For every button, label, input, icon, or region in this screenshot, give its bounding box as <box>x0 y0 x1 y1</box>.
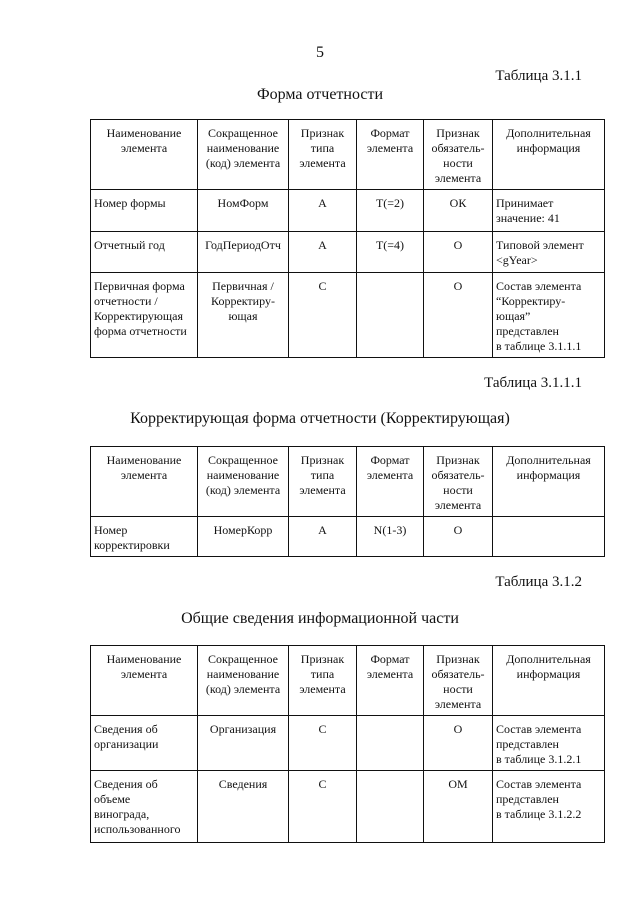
table-row <box>91 273 605 358</box>
header-cell: Дополнительная информация <box>493 447 605 517</box>
table-cell: ГодПериодОтч <box>198 232 289 273</box>
header-cell: Признак обязатель- ности элемента <box>424 120 493 190</box>
header-cell: Признак обязатель- ности элемента <box>424 646 493 716</box>
table-cell: А <box>289 190 357 232</box>
header-cell: Наименование элемента <box>91 447 198 517</box>
table-cell: Состав элемента представлен в таблице 3.1.2.1 <box>493 716 605 771</box>
table-cell <box>357 273 424 358</box>
table-3-1-2 <box>90 645 605 843</box>
table-header-row <box>91 646 605 716</box>
table-cell: Состав элемента представлен в таблице 3.1.2.2 <box>493 771 605 843</box>
header-cell: Наименование элемента <box>91 120 198 190</box>
table-cell: Т(=2) <box>357 190 424 232</box>
table-label: Таблица 3.1.2 <box>495 574 582 590</box>
table-row <box>91 771 605 843</box>
table-cell: Сведения <box>198 771 289 843</box>
table-cell: О <box>424 273 493 358</box>
table-cell <box>357 716 424 771</box>
page-number: 5 <box>316 44 324 61</box>
header-cell: Сокращенное наименование (код) элемента <box>198 646 289 716</box>
table-row <box>91 517 605 557</box>
header-cell: Признак типа элемента <box>289 646 357 716</box>
header-cell: Дополнительная информация <box>493 120 605 190</box>
table-cell: О <box>424 232 493 273</box>
table-row <box>91 190 605 232</box>
header-cell: Признак обязатель- ности элемента <box>424 447 493 517</box>
table-cell: Сведения об объеме винограда, использованного <box>91 771 198 843</box>
header-cell: Дополнительная информация <box>493 646 605 716</box>
header-cell: Наименование элемента <box>91 646 198 716</box>
table-title: Форма отчетности <box>256 86 384 103</box>
table-cell: НомФорм <box>198 190 289 232</box>
table-cell <box>493 517 605 557</box>
table-3-1-1 <box>90 119 605 358</box>
table-cell: Организация <box>198 716 289 771</box>
table-cell: Первичная форма отчетности / Корректирующая форма отчетности <box>91 273 198 358</box>
table-cell: Отчетный год <box>91 232 198 273</box>
table-cell: Состав элемента “Корректиру- ющая” представлен в таблице 3.1.1.1 <box>493 273 605 358</box>
table-title: Общие сведения информационной части <box>181 610 459 627</box>
table-header-row <box>91 447 605 517</box>
table-cell: Т(=4) <box>357 232 424 273</box>
table-cell: О <box>424 716 493 771</box>
header-cell: Формат элемента <box>357 120 424 190</box>
table-cell: С <box>289 273 357 358</box>
table-cell: НомерКорр <box>198 517 289 557</box>
table-cell: А <box>289 517 357 557</box>
table-cell: Первичная / Корректиру- ющая <box>198 273 289 358</box>
table-cell: N(1-3) <box>357 517 424 557</box>
table-cell: Принимает значение: 41 <box>493 190 605 232</box>
table-cell: С <box>289 716 357 771</box>
header-cell: Сокращенное наименование (код) элемента <box>198 120 289 190</box>
table-cell: Номер формы <box>91 190 198 232</box>
header-cell: Признак типа элемента <box>289 120 357 190</box>
table-cell: Типовой элемент <gYear> <box>493 232 605 273</box>
table-cell: А <box>289 232 357 273</box>
table-cell: С <box>289 771 357 843</box>
table-cell: О <box>424 517 493 557</box>
table-cell: Сведения об организации <box>91 716 198 771</box>
table-title: Корректирующая форма отчетности (Корректирующая) <box>130 410 510 427</box>
table-cell: Номер корректировки <box>91 517 198 557</box>
header-cell: Сокращенное наименование (код) элемента <box>198 447 289 517</box>
header-cell: Формат элемента <box>357 646 424 716</box>
table-cell: ОМ <box>424 771 493 843</box>
table-cell <box>357 771 424 843</box>
header-cell: Формат элемента <box>357 447 424 517</box>
table-row <box>91 716 605 771</box>
table-header-row <box>91 120 605 190</box>
header-cell: Признак типа элемента <box>289 447 357 517</box>
table-label: Таблица 3.1.1 <box>495 68 582 84</box>
table-cell: ОК <box>424 190 493 232</box>
table-3-1-1-1 <box>90 446 605 557</box>
table-row <box>91 232 605 273</box>
table-label: Таблица 3.1.1.1 <box>484 375 582 391</box>
